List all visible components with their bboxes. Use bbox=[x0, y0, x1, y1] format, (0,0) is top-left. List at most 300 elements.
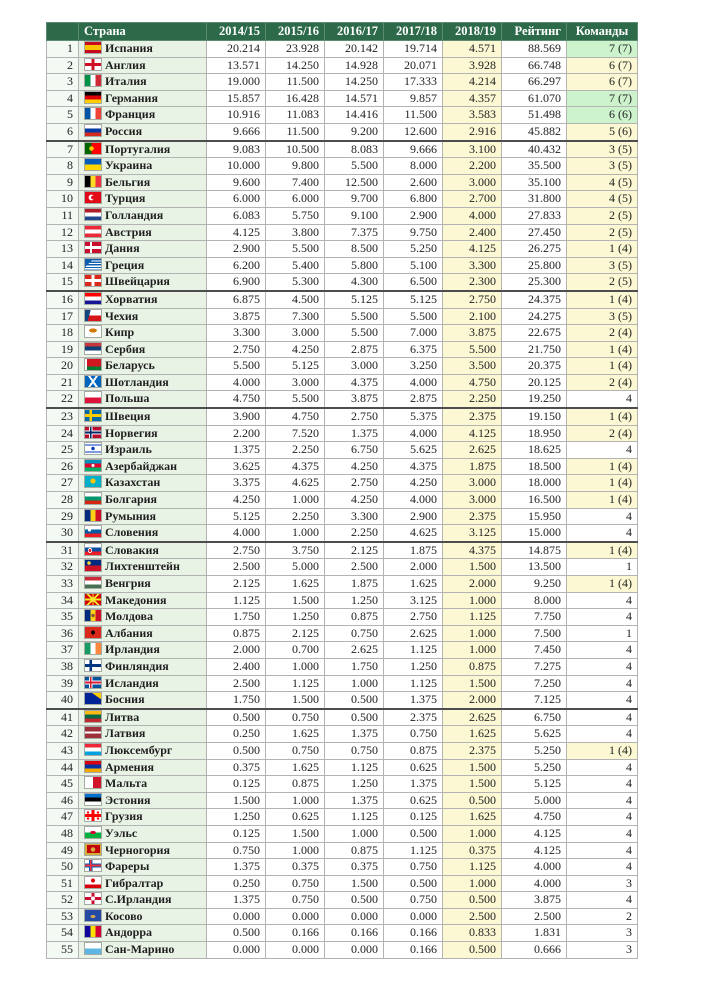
season-value-cell: 0.500 bbox=[384, 875, 443, 892]
season-value-cell: 3.750 bbox=[266, 542, 325, 559]
season-value-cell: 2.000 bbox=[443, 692, 502, 709]
rating-cell: 18.625 bbox=[502, 442, 567, 459]
season-value-cell: 2.750 bbox=[207, 542, 266, 559]
table-row bbox=[47, 374, 638, 391]
country-name: Лихтенштейн bbox=[105, 559, 180, 574]
rank-cell: 13 bbox=[47, 241, 79, 258]
rank-cell: 54 bbox=[47, 925, 79, 942]
table-row bbox=[47, 525, 638, 542]
rank-cell: 37 bbox=[47, 642, 79, 659]
rank-cell: 2 bbox=[47, 57, 79, 74]
rating-cell: 51.498 bbox=[502, 107, 567, 124]
country-name: Армения bbox=[105, 759, 154, 774]
season-value-cell: 2.500 bbox=[207, 559, 266, 576]
table-row bbox=[47, 742, 638, 759]
season-value-cell: 3.125 bbox=[384, 592, 443, 609]
season-value-cell: 0.750 bbox=[266, 875, 325, 892]
season-value-cell: 4.250 bbox=[325, 458, 384, 475]
table-row bbox=[47, 792, 638, 809]
country-cell bbox=[79, 224, 207, 241]
teams-cell: 1 (4) bbox=[567, 742, 638, 759]
season-value-cell: 1.000 bbox=[266, 525, 325, 542]
country-name: Косово bbox=[105, 908, 143, 923]
season-value-cell: 4.000 bbox=[207, 374, 266, 391]
season-value-cell: 2.125 bbox=[207, 576, 266, 593]
season-value-cell: 4.375 bbox=[384, 458, 443, 475]
country-name: Фареры bbox=[105, 859, 150, 874]
season-value-cell: 4.125 bbox=[443, 241, 502, 258]
season-value-cell: 10.916 bbox=[207, 107, 266, 124]
season-value-cell: 0.375 bbox=[266, 859, 325, 876]
teams-cell: 6 (6) bbox=[567, 107, 638, 124]
season-value-cell: 0.500 bbox=[325, 892, 384, 909]
rating-cell: 7.125 bbox=[502, 692, 567, 709]
season-value-cell: 12.600 bbox=[384, 123, 443, 140]
country-name: Ирландия bbox=[105, 642, 160, 657]
rating-cell: 15.950 bbox=[502, 508, 567, 525]
rating-cell: 8.000 bbox=[502, 592, 567, 609]
season-value-cell: 1.500 bbox=[443, 559, 502, 576]
table-row bbox=[47, 825, 638, 842]
country-cell bbox=[79, 207, 207, 224]
country-cell bbox=[79, 458, 207, 475]
country-flag-icon bbox=[85, 777, 101, 788]
season-value-cell: 2.400 bbox=[207, 658, 266, 675]
header-season-2016-17: 2016/17 bbox=[325, 23, 384, 41]
season-value-cell: 4.571 bbox=[443, 41, 502, 58]
country-name: Кипр bbox=[105, 325, 135, 340]
table-body bbox=[47, 41, 638, 959]
teams-cell: 1 (4) bbox=[567, 542, 638, 559]
country-cell bbox=[79, 123, 207, 140]
rank-cell: 42 bbox=[47, 726, 79, 743]
season-value-cell: 5.500 bbox=[325, 325, 384, 342]
country-name: Венгрия bbox=[105, 576, 151, 590]
country-flag-icon bbox=[85, 92, 101, 103]
season-value-cell: 20.142 bbox=[325, 41, 384, 58]
season-value-cell: 2.100 bbox=[443, 308, 502, 325]
season-value-cell: 6.200 bbox=[207, 257, 266, 274]
table-row bbox=[47, 90, 638, 107]
country-name: Швеция bbox=[105, 409, 151, 424]
season-value-cell: 1.875 bbox=[443, 458, 502, 475]
country-flag-icon bbox=[85, 192, 101, 203]
teams-cell: 2 (5) bbox=[567, 224, 638, 241]
rating-cell: 25.800 bbox=[502, 257, 567, 274]
table-row bbox=[47, 776, 638, 793]
season-value-cell: 1.125 bbox=[443, 859, 502, 876]
country-name: Франция bbox=[105, 107, 156, 122]
teams-cell: 3 bbox=[567, 875, 638, 892]
season-value-cell: 0.500 bbox=[384, 825, 443, 842]
season-value-cell: 1.375 bbox=[325, 726, 384, 743]
table-row bbox=[47, 191, 638, 208]
season-value-cell: 5.500 bbox=[266, 391, 325, 408]
table-row bbox=[47, 74, 638, 91]
season-value-cell: 1.625 bbox=[266, 576, 325, 593]
country-name: Уэльс bbox=[105, 825, 138, 840]
season-value-cell: 1.375 bbox=[207, 892, 266, 909]
rating-cell: 7.750 bbox=[502, 609, 567, 626]
country-name: Босния bbox=[105, 692, 145, 707]
rank-cell: 17 bbox=[47, 308, 79, 325]
season-value-cell: 1.000 bbox=[266, 792, 325, 809]
season-value-cell: 2.000 bbox=[207, 642, 266, 659]
season-value-cell: 5.500 bbox=[266, 241, 325, 258]
header-season-2018-19: 2018/19 bbox=[443, 23, 502, 41]
country-cell bbox=[79, 308, 207, 325]
rating-cell: 27.450 bbox=[502, 224, 567, 241]
season-value-cell: 6.083 bbox=[207, 207, 266, 224]
season-value-cell: 2.125 bbox=[325, 542, 384, 559]
season-value-cell: 3.500 bbox=[443, 358, 502, 375]
season-value-cell: 3.875 bbox=[207, 308, 266, 325]
country-flag-icon bbox=[85, 209, 101, 220]
country-flag-icon bbox=[85, 108, 101, 119]
rating-cell: 4.125 bbox=[502, 825, 567, 842]
rating-cell: 4.750 bbox=[502, 809, 567, 826]
country-cell bbox=[79, 809, 207, 826]
table-row bbox=[47, 692, 638, 709]
season-value-cell: 1.000 bbox=[266, 658, 325, 675]
season-value-cell: 3.000 bbox=[325, 358, 384, 375]
country-flag-icon bbox=[85, 493, 101, 504]
teams-cell: 4 bbox=[567, 825, 638, 842]
rank-cell: 53 bbox=[47, 908, 79, 925]
season-value-cell: 5.500 bbox=[443, 341, 502, 358]
season-value-cell: 0.875 bbox=[325, 842, 384, 859]
teams-cell: 2 bbox=[567, 908, 638, 925]
season-value-cell: 2.375 bbox=[384, 709, 443, 726]
rank-cell: 52 bbox=[47, 892, 79, 909]
table-row bbox=[47, 875, 638, 892]
season-value-cell: 5.100 bbox=[384, 257, 443, 274]
country-flag-icon bbox=[85, 794, 101, 805]
season-value-cell: 1.625 bbox=[443, 809, 502, 826]
country-cell bbox=[79, 57, 207, 74]
table-row bbox=[47, 842, 638, 859]
teams-cell: 3 bbox=[567, 942, 638, 959]
rating-cell: 35.500 bbox=[502, 158, 567, 175]
table-row bbox=[47, 642, 638, 659]
country-name: Англия bbox=[105, 57, 146, 72]
table-row bbox=[47, 458, 638, 475]
season-value-cell: 0.000 bbox=[207, 908, 266, 925]
season-value-cell: 0.500 bbox=[207, 709, 266, 726]
table-row bbox=[47, 358, 638, 375]
season-value-cell: 2.500 bbox=[325, 559, 384, 576]
season-value-cell: 9.600 bbox=[207, 174, 266, 191]
country-name: Австрия bbox=[105, 224, 152, 239]
season-value-cell: 5.000 bbox=[266, 559, 325, 576]
country-name: Андорра bbox=[105, 925, 152, 940]
country-cell bbox=[79, 925, 207, 942]
table-row bbox=[47, 141, 638, 158]
rank-cell: 5 bbox=[47, 107, 79, 124]
season-value-cell: 0.875 bbox=[384, 742, 443, 759]
teams-cell: 4 bbox=[567, 592, 638, 609]
season-value-cell: 5.500 bbox=[207, 358, 266, 375]
season-value-cell: 6.800 bbox=[384, 191, 443, 208]
country-name: Болгария bbox=[105, 492, 158, 507]
country-cell bbox=[79, 625, 207, 642]
country-flag-icon bbox=[85, 510, 101, 521]
country-cell bbox=[79, 425, 207, 442]
season-value-cell: 4.000 bbox=[207, 525, 266, 542]
rating-cell: 7.275 bbox=[502, 658, 567, 675]
teams-cell: 1 (4) bbox=[567, 291, 638, 308]
rating-cell: 7.450 bbox=[502, 642, 567, 659]
season-value-cell: 2.500 bbox=[443, 908, 502, 925]
season-value-cell: 0.166 bbox=[384, 925, 443, 942]
country-flag-icon bbox=[85, 176, 101, 187]
season-value-cell: 5.250 bbox=[384, 241, 443, 258]
rating-cell: 16.500 bbox=[502, 492, 567, 509]
season-value-cell: 0.500 bbox=[207, 742, 266, 759]
season-value-cell: 2.916 bbox=[443, 123, 502, 140]
teams-cell: 1 bbox=[567, 559, 638, 576]
season-value-cell: 2.700 bbox=[443, 191, 502, 208]
rank-cell: 26 bbox=[47, 458, 79, 475]
season-value-cell: 1.625 bbox=[266, 726, 325, 743]
season-value-cell: 9.857 bbox=[384, 90, 443, 107]
season-value-cell: 5.125 bbox=[384, 291, 443, 308]
teams-cell: 4 bbox=[567, 809, 638, 826]
rating-cell: 18.000 bbox=[502, 475, 567, 492]
teams-cell: 3 (5) bbox=[567, 141, 638, 158]
season-value-cell: 1.250 bbox=[325, 592, 384, 609]
season-value-cell: 2.625 bbox=[443, 709, 502, 726]
country-cell bbox=[79, 675, 207, 692]
country-name: Грузия bbox=[105, 809, 143, 824]
season-value-cell: 4.000 bbox=[384, 425, 443, 442]
season-value-cell: 2.900 bbox=[384, 207, 443, 224]
rating-cell: 19.150 bbox=[502, 408, 567, 425]
country-flag-icon bbox=[85, 75, 101, 86]
rank-cell: 3 bbox=[47, 74, 79, 91]
table-row bbox=[47, 425, 638, 442]
season-value-cell: 0.500 bbox=[443, 792, 502, 809]
country-flag-icon bbox=[85, 577, 101, 588]
rank-cell: 47 bbox=[47, 809, 79, 826]
table-row bbox=[47, 925, 638, 942]
rank-cell: 50 bbox=[47, 859, 79, 876]
season-value-cell: 2.625 bbox=[384, 625, 443, 642]
country-name: Россия bbox=[105, 123, 143, 138]
country-name: Португалия bbox=[105, 141, 171, 156]
season-value-cell: 1.250 bbox=[207, 809, 266, 826]
season-value-cell: 14.571 bbox=[325, 90, 384, 107]
rating-cell: 14.875 bbox=[502, 542, 567, 559]
country-name: Бельгия bbox=[105, 174, 151, 189]
table-row bbox=[47, 107, 638, 124]
country-cell bbox=[79, 174, 207, 191]
season-value-cell: 3.800 bbox=[266, 224, 325, 241]
rating-cell: 0.666 bbox=[502, 942, 567, 959]
rating-cell: 4.000 bbox=[502, 859, 567, 876]
country-flag-icon bbox=[85, 860, 101, 871]
season-value-cell: 11.500 bbox=[266, 74, 325, 91]
rank-cell: 43 bbox=[47, 742, 79, 759]
rating-cell: 5.625 bbox=[502, 726, 567, 743]
season-value-cell: 2.375 bbox=[443, 408, 502, 425]
teams-cell: 4 (5) bbox=[567, 174, 638, 191]
season-value-cell: 1.625 bbox=[384, 576, 443, 593]
rank-cell: 11 bbox=[47, 207, 79, 224]
country-name: Словения bbox=[105, 525, 159, 540]
season-value-cell: 1.375 bbox=[325, 792, 384, 809]
country-flag-icon bbox=[85, 427, 101, 438]
table-row bbox=[47, 559, 638, 576]
rating-cell: 19.250 bbox=[502, 391, 567, 408]
header-country: Страна bbox=[79, 23, 207, 41]
season-value-cell: 10.000 bbox=[207, 158, 266, 175]
rank-cell: 12 bbox=[47, 224, 79, 241]
season-value-cell: 13.571 bbox=[207, 57, 266, 74]
season-value-cell: 1.875 bbox=[384, 542, 443, 559]
country-cell bbox=[79, 508, 207, 525]
rating-cell: 13.500 bbox=[502, 559, 567, 576]
season-value-cell: 0.833 bbox=[443, 925, 502, 942]
country-name: Шотландия bbox=[105, 374, 169, 389]
teams-cell: 3 (5) bbox=[567, 257, 638, 274]
season-value-cell: 0.750 bbox=[266, 709, 325, 726]
season-value-cell: 4.500 bbox=[266, 291, 325, 308]
country-cell bbox=[79, 576, 207, 593]
country-cell bbox=[79, 759, 207, 776]
country-cell bbox=[79, 408, 207, 425]
country-name: Германия bbox=[105, 90, 158, 105]
season-value-cell: 4.000 bbox=[384, 374, 443, 391]
rating-cell: 4.000 bbox=[502, 875, 567, 892]
country-name: Гибралтар bbox=[105, 875, 164, 890]
rating-cell: 26.275 bbox=[502, 241, 567, 258]
rank-cell: 55 bbox=[47, 942, 79, 959]
rank-cell: 32 bbox=[47, 559, 79, 576]
season-value-cell: 2.750 bbox=[207, 341, 266, 358]
teams-cell: 4 bbox=[567, 892, 638, 909]
season-value-cell: 0.375 bbox=[207, 759, 266, 776]
season-value-cell: 5.125 bbox=[325, 291, 384, 308]
country-cell bbox=[79, 325, 207, 342]
season-value-cell: 0.875 bbox=[266, 776, 325, 793]
season-value-cell: 1.875 bbox=[325, 576, 384, 593]
season-value-cell: 1.500 bbox=[325, 875, 384, 892]
country-cell bbox=[79, 859, 207, 876]
season-value-cell: 0.500 bbox=[443, 892, 502, 909]
country-flag-icon bbox=[85, 476, 101, 487]
season-value-cell: 1.750 bbox=[207, 609, 266, 626]
season-value-cell: 0.000 bbox=[266, 942, 325, 959]
season-value-cell: 0.875 bbox=[325, 609, 384, 626]
table-row bbox=[47, 475, 638, 492]
rank-cell: 48 bbox=[47, 825, 79, 842]
season-value-cell: 4.357 bbox=[443, 90, 502, 107]
season-value-cell: 5.800 bbox=[325, 257, 384, 274]
season-value-cell: 14.250 bbox=[266, 57, 325, 74]
season-value-cell: 1.125 bbox=[443, 609, 502, 626]
season-value-cell: 2.250 bbox=[266, 442, 325, 459]
table-row bbox=[47, 942, 638, 959]
season-value-cell: 1.625 bbox=[443, 726, 502, 743]
season-value-cell: 16.428 bbox=[266, 90, 325, 107]
season-value-cell: 7.375 bbox=[325, 224, 384, 241]
teams-cell: 4 bbox=[567, 391, 638, 408]
rank-cell: 49 bbox=[47, 842, 79, 859]
country-flag-icon bbox=[85, 810, 101, 821]
teams-cell: 5 (6) bbox=[567, 123, 638, 140]
table-row bbox=[47, 576, 638, 593]
season-value-cell: 11.083 bbox=[266, 107, 325, 124]
country-name: Албания bbox=[105, 625, 153, 640]
teams-cell: 3 (5) bbox=[567, 308, 638, 325]
country-cell bbox=[79, 241, 207, 258]
season-value-cell: 5.500 bbox=[325, 158, 384, 175]
season-value-cell: 0.750 bbox=[384, 726, 443, 743]
rating-cell: 9.250 bbox=[502, 576, 567, 593]
table-row bbox=[47, 442, 638, 459]
rank-cell: 33 bbox=[47, 576, 79, 593]
country-name: Румыния bbox=[105, 508, 157, 523]
country-name: Азербайджан bbox=[105, 458, 178, 473]
country-name: Черногория bbox=[105, 842, 170, 857]
country-flag-icon bbox=[85, 526, 101, 537]
season-value-cell: 6.375 bbox=[384, 341, 443, 358]
teams-cell: 1 (4) bbox=[567, 458, 638, 475]
country-name: Казахстан bbox=[105, 475, 161, 490]
season-value-cell: 6.500 bbox=[384, 274, 443, 291]
season-value-cell: 1.000 bbox=[443, 592, 502, 609]
season-value-cell: 4.375 bbox=[325, 374, 384, 391]
country-name: Исландия bbox=[105, 675, 159, 690]
rank-cell: 14 bbox=[47, 257, 79, 274]
header-season-2017-18: 2017/18 bbox=[384, 23, 443, 41]
table-row bbox=[47, 174, 638, 191]
teams-cell: 4 bbox=[567, 726, 638, 743]
table-row bbox=[47, 158, 638, 175]
rating-cell: 88.569 bbox=[502, 41, 567, 58]
rank-cell: 44 bbox=[47, 759, 79, 776]
rank-cell: 45 bbox=[47, 776, 79, 793]
rank-cell: 18 bbox=[47, 325, 79, 342]
country-cell bbox=[79, 90, 207, 107]
season-value-cell: 2.500 bbox=[207, 675, 266, 692]
rank-cell: 15 bbox=[47, 274, 79, 291]
country-flag-icon bbox=[85, 259, 101, 270]
season-value-cell: 4.375 bbox=[266, 458, 325, 475]
season-value-cell: 3.000 bbox=[443, 492, 502, 509]
season-value-cell: 0.166 bbox=[325, 925, 384, 942]
season-value-cell: 1.375 bbox=[384, 776, 443, 793]
country-cell bbox=[79, 41, 207, 58]
country-flag-icon bbox=[85, 844, 101, 855]
season-value-cell: 6.000 bbox=[207, 191, 266, 208]
rating-cell: 5.125 bbox=[502, 776, 567, 793]
country-name: Швейцария bbox=[105, 274, 170, 289]
season-value-cell: 4.250 bbox=[207, 492, 266, 509]
country-cell bbox=[79, 358, 207, 375]
season-value-cell: 3.625 bbox=[207, 458, 266, 475]
rating-cell: 5.250 bbox=[502, 742, 567, 759]
table-row bbox=[47, 492, 638, 509]
season-value-cell: 1.125 bbox=[266, 675, 325, 692]
rating-cell: 2.500 bbox=[502, 908, 567, 925]
country-name: Латвия bbox=[105, 726, 146, 741]
season-value-cell: 6.900 bbox=[207, 274, 266, 291]
season-value-cell: 0.625 bbox=[384, 759, 443, 776]
season-value-cell: 3.875 bbox=[443, 325, 502, 342]
teams-cell: 4 bbox=[567, 842, 638, 859]
